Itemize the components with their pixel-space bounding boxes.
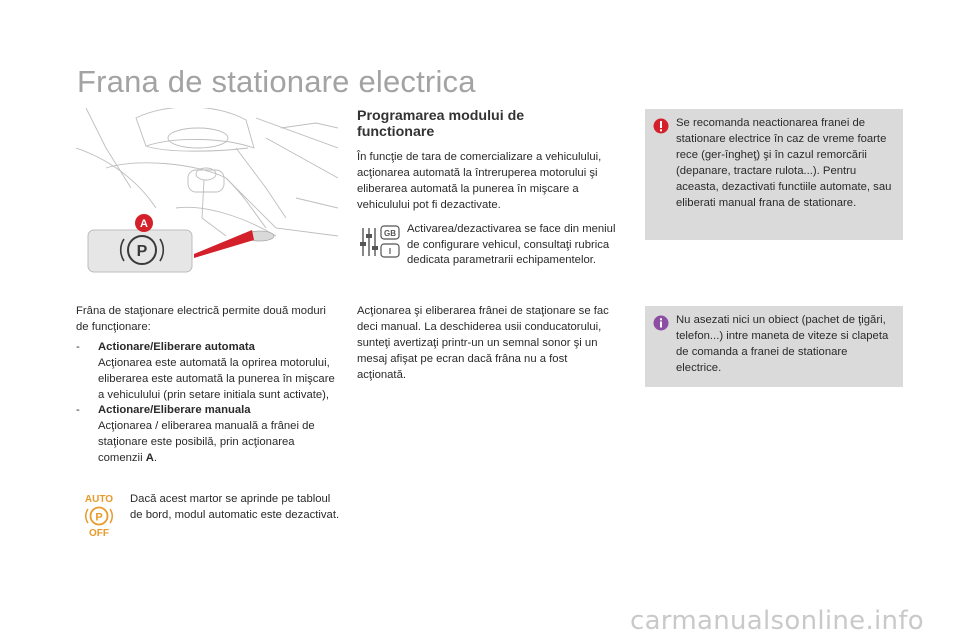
programming-section bbox=[357, 108, 619, 269]
bullet-dash: - bbox=[76, 404, 80, 417]
programming-intro: În funcţie de tara de comercializare a vehiculului, acţionarea automată la întreruperea motorului şi eliberarea automată la punerea în mişcare a vehiculului pot fi dezactivate. bbox=[357, 151, 602, 211]
modes-description bbox=[76, 304, 338, 467]
intro-text: Frâna de staţionare electrică permite două moduri de funcţionare: bbox=[76, 305, 326, 333]
page-title: Frana de stationare electrica bbox=[77, 64, 476, 99]
mode-automatic bbox=[76, 340, 338, 356]
config-menu-note bbox=[357, 222, 619, 270]
svg-text:OFF: OFF bbox=[89, 528, 109, 538]
svg-text:P: P bbox=[136, 243, 148, 260]
auto-off-warning-light-icon bbox=[80, 492, 124, 543]
cold-weather-warning-note bbox=[645, 109, 903, 240]
section-title: Programarea modului de functionare bbox=[357, 108, 525, 140]
mode-manual bbox=[76, 403, 338, 419]
manual-operation-text: Acţionarea şi eliberarea frânei de staţionare se fac deci manual. La deschiderea usii conducatorului, sunteţi avertizaţi printr-un un semnal sonor şi un mesaj afişat pe ecran dacă frâna nu a fost acţionată. bbox=[357, 305, 609, 381]
mode-automatic-body: Acţionarea este automată la oprirea motorului, eliberarea este automată la punerea în mişcare a vehiculului (prin setare initiala sunt activate), bbox=[98, 356, 335, 401]
svg-text:AUTO: AUTO bbox=[84, 494, 114, 505]
svg-text:GB: GB bbox=[384, 228, 396, 238]
auto-off-warning-text: Dacă acest martor se aprinde pe tabloul de bord, modul automatic este dezactivat. bbox=[130, 493, 340, 521]
config-menu-text: Activarea/dezactivarea se face din meniul de configurare vehicul, consultaţi rubrica dedicata parametrarii echipamentelor. bbox=[407, 222, 616, 267]
svg-text:I: I bbox=[388, 246, 392, 256]
parking-brake-illustration bbox=[76, 108, 338, 276]
callout-a-label: A bbox=[140, 218, 148, 230]
bullet-dash: - bbox=[76, 340, 80, 353]
svg-text:P: P bbox=[95, 511, 103, 524]
cold-weather-warning-text: Se recomanda neactionarea franei de stationare electrice în caz de vreme foarte rece (ger-îngheţ) şi în cazul remorcării (depanare, tractare rulota...). Pentru aceasta, dezactivati functiile automate, sau eliberati manual frana de stationare. bbox=[676, 117, 892, 209]
warning-exclamation-icon bbox=[653, 118, 669, 140]
mode-automatic-title: Actionare/Eliberare automata bbox=[98, 340, 255, 353]
mode-manual-title: Actionare/Eliberare manuala bbox=[98, 404, 251, 417]
mode-manual-body: Acţionarea / eliberarea manuală a frânei de staţionare este posibilă, prin acţionarea comenzii A. bbox=[98, 420, 315, 465]
object-placement-note bbox=[645, 306, 903, 387]
watermark: carmanualsonline.info bbox=[629, 606, 924, 636]
object-placement-text: Nu asezati nici un obiect (pachet de ţigări, telefon...) intre maneta de viteze si clapeta de comanda a franei de stationare electrice. bbox=[676, 314, 889, 374]
auto-off-warning bbox=[80, 492, 342, 543]
config-menu-icon bbox=[357, 222, 407, 270]
info-icon bbox=[653, 315, 669, 337]
